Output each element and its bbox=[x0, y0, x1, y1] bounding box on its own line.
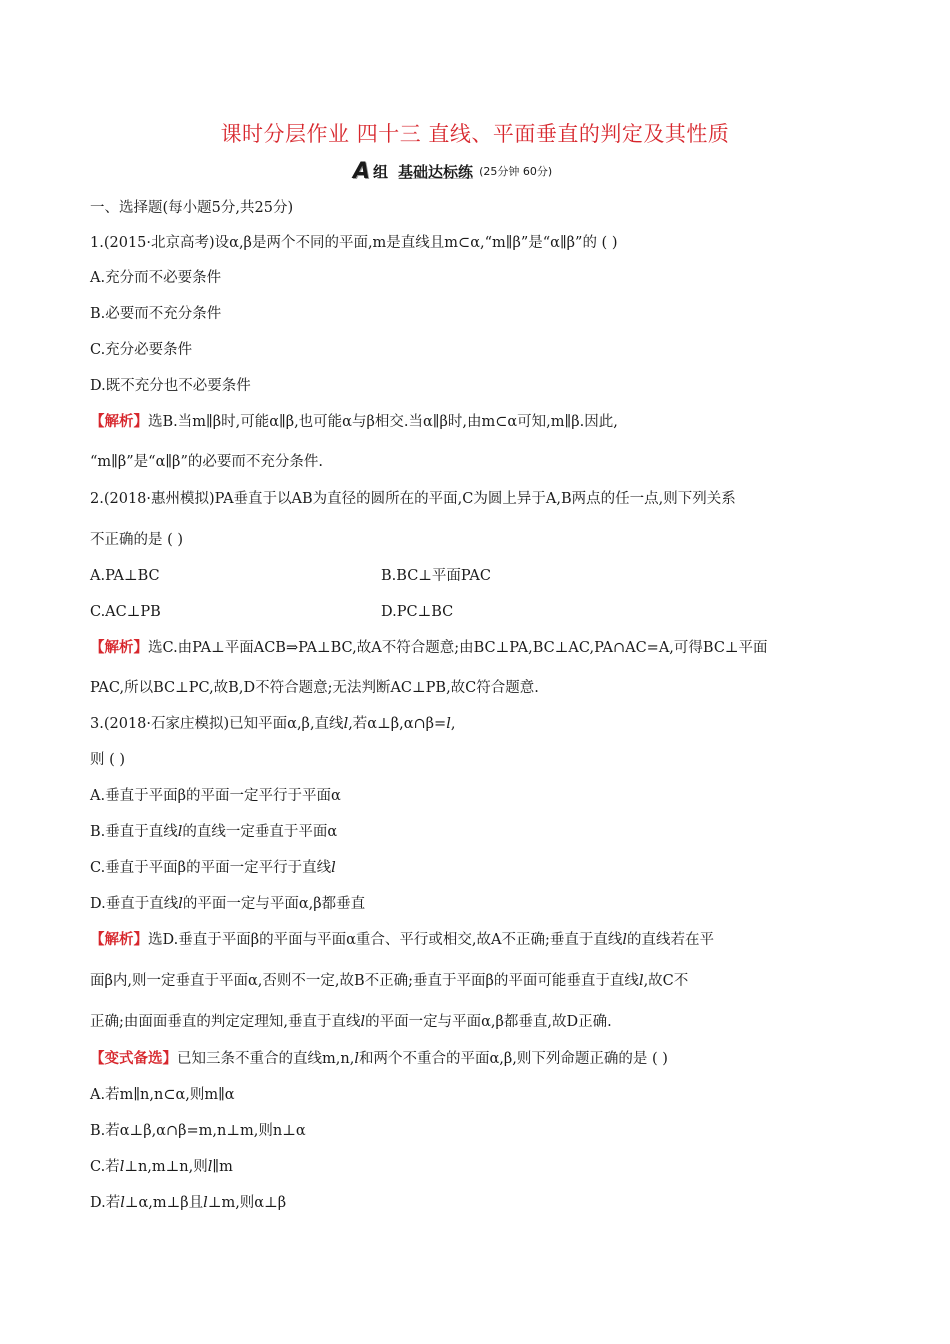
line-l-symbol: l bbox=[120, 1195, 125, 1211]
line-l-symbol: l bbox=[178, 896, 183, 912]
q1-analysis bbox=[90, 412, 618, 432]
line-l-symbol: l bbox=[360, 1014, 366, 1030]
variant-option-d-part: ⊥α,m⊥β且 bbox=[124, 1195, 204, 1211]
line-l-symbol: l bbox=[119, 1159, 125, 1175]
q3-analysis-line-3 bbox=[90, 1012, 612, 1032]
q3-analysis bbox=[90, 930, 714, 950]
q3-analysis-part: 的直线若在平 bbox=[627, 932, 714, 948]
q3-option-c bbox=[90, 858, 336, 878]
q3-analysis-part: 的平面一定与平面α,β都垂直,故D正确. bbox=[365, 1014, 612, 1030]
variant-option-a: A.若m∥n,n⊂α,则m∥α bbox=[90, 1087, 235, 1103]
q2-analysis-text-2: PAC,所以BC⊥PC,故B,D不符合题意;无法判断AC⊥PB,故C符合题意. bbox=[90, 680, 539, 696]
q3-analysis-part: 选D.垂直于平面β的平面与平面α重合、平行或相交,故A不正确;垂直于直线 bbox=[148, 932, 623, 948]
q3-stem-2: 则 ( ) bbox=[90, 752, 126, 768]
q3-option-b-part: 的直线一定垂直于平面α bbox=[182, 824, 338, 840]
variant-option-c bbox=[90, 1157, 233, 1177]
line-l-symbol: l bbox=[331, 860, 336, 876]
q3-option-c-part: C.垂直于平面β的平面一定平行于直线 bbox=[90, 860, 332, 876]
q3-analysis-part: 正确;由面面垂直的判定定理知,垂直于直线 bbox=[90, 1014, 361, 1030]
variant-option-c-part: ⊥n,m⊥n,则 bbox=[124, 1159, 208, 1175]
q2-option-d: D.PC⊥BC bbox=[381, 604, 454, 620]
group-label: 组 bbox=[373, 162, 389, 181]
q1-option-b: B.必要而不充分条件 bbox=[90, 306, 222, 322]
q3-option-d-part: D.垂直于直线 bbox=[90, 896, 179, 912]
q1-analysis-text-2: “m∥β”是“α∥β”的必要而不充分条件. bbox=[90, 454, 323, 470]
q2-stem-2: 不正确的是 ( ) bbox=[90, 532, 184, 548]
q2-option-b: B.BC⊥平面PAC bbox=[381, 568, 491, 584]
page-title: 课时分层作业 四十三 直线、平面垂直的判定及其性质 bbox=[220, 122, 730, 146]
q3-analysis-line-2 bbox=[90, 971, 688, 991]
q3-option-b-part: B.垂直于直线 bbox=[90, 824, 178, 840]
line-l-symbol: l bbox=[207, 1159, 213, 1175]
q3-option-d bbox=[90, 894, 365, 914]
q3-stem-part: ,若α⊥β,α∩β= bbox=[348, 716, 447, 732]
analysis-tag: 【解析】 bbox=[90, 413, 148, 430]
variant-option-d-part: D.若 bbox=[90, 1195, 121, 1211]
q3-analysis-part: 面β内,则一定垂直于平面α,否则不一定,故B不正确;垂直于平面β的平面可能垂直于直线 bbox=[90, 973, 639, 989]
line-l-symbol: l bbox=[177, 824, 183, 840]
variant-option-c-part: C.若 bbox=[90, 1159, 120, 1175]
q3-option-d-part: 的平面一定与平面α,β都垂直 bbox=[182, 896, 366, 912]
q1-option-a: A.充分而不必要条件 bbox=[90, 270, 222, 286]
q3-analysis-part: ,故C不 bbox=[643, 973, 689, 989]
q1-stem: 1.(2015·北京高考)设α,β是两个不同的平面,m是直线且m⊂α,“m∥β”是“α∥β”的 ( ) bbox=[90, 235, 618, 251]
q1-option-c: C.充分必要条件 bbox=[90, 342, 193, 358]
q3-option-a: A.垂直于平面β的平面一定平行于平面α bbox=[90, 788, 341, 804]
q2-options-row-2 bbox=[90, 602, 454, 622]
q3-stem-part: , bbox=[450, 716, 456, 732]
q2-stem-1: 2.(2018·惠州模拟)PA垂直于以AB为直径的圆所在的平面,C为圆上异于A,B两点的任一点,则下列关系 bbox=[90, 491, 736, 507]
line-l-symbol: l bbox=[343, 716, 349, 732]
q2-analysis-text-1: 选C.由PA⊥平面ACB⇒PA⊥BC,故A不符合题意;由BC⊥PA,BC⊥AC,PA∩AC=A,可得BC⊥平面 bbox=[148, 640, 768, 656]
variant-option-c-part: ∥m bbox=[212, 1159, 233, 1175]
group-mark: A bbox=[353, 158, 371, 184]
variant-option-b: B.若α⊥β,α∩β=m,n⊥m,则n⊥α bbox=[90, 1123, 306, 1139]
q3-option-b bbox=[90, 822, 337, 842]
q2-option-a: A.PA⊥BC bbox=[90, 568, 160, 584]
line-l-symbol: l bbox=[638, 973, 644, 989]
group-name: 基础达标练 bbox=[398, 162, 474, 181]
line-l-symbol: l bbox=[446, 716, 451, 732]
variant-option-d-part: ⊥m,则α⊥β bbox=[207, 1195, 287, 1211]
variant-option-d bbox=[90, 1193, 286, 1213]
q2-option-c: C.AC⊥PB bbox=[90, 604, 161, 620]
line-l-symbol: l bbox=[203, 1195, 208, 1211]
q3-stem-1 bbox=[90, 714, 455, 734]
group-header bbox=[353, 158, 552, 184]
section-heading: 一、选择题(每小题5分,共25分) bbox=[90, 200, 294, 216]
q3-stem-part: 3.(2018·石家庄模拟)已知平面α,β,直线 bbox=[90, 716, 344, 732]
variant-stem bbox=[90, 1049, 668, 1069]
variant-stem-part: 已知三条不重合的直线m,n, bbox=[177, 1051, 355, 1067]
variant-tag: 【变式备选】 bbox=[90, 1050, 177, 1067]
q2-options-row-1 bbox=[90, 566, 491, 586]
variant-stem-part: 和两个不重合的平面α,β,则下列命题正确的是 ( ) bbox=[358, 1051, 668, 1067]
analysis-tag: 【解析】 bbox=[90, 639, 148, 656]
analysis-tag: 【解析】 bbox=[90, 931, 148, 948]
line-l-symbol: l bbox=[622, 932, 627, 948]
line-l-symbol: l bbox=[354, 1051, 359, 1067]
q2-analysis bbox=[90, 638, 768, 658]
group-time: (25分钟 60分) bbox=[479, 165, 553, 178]
q1-option-d: D.既不充分也不必要条件 bbox=[90, 378, 251, 394]
q1-analysis-text-1: 选B.当m∥β时,可能α∥β,也可能α与β相交.当α∥β时,由m⊂α可知,m∥β.因此, bbox=[148, 414, 618, 430]
